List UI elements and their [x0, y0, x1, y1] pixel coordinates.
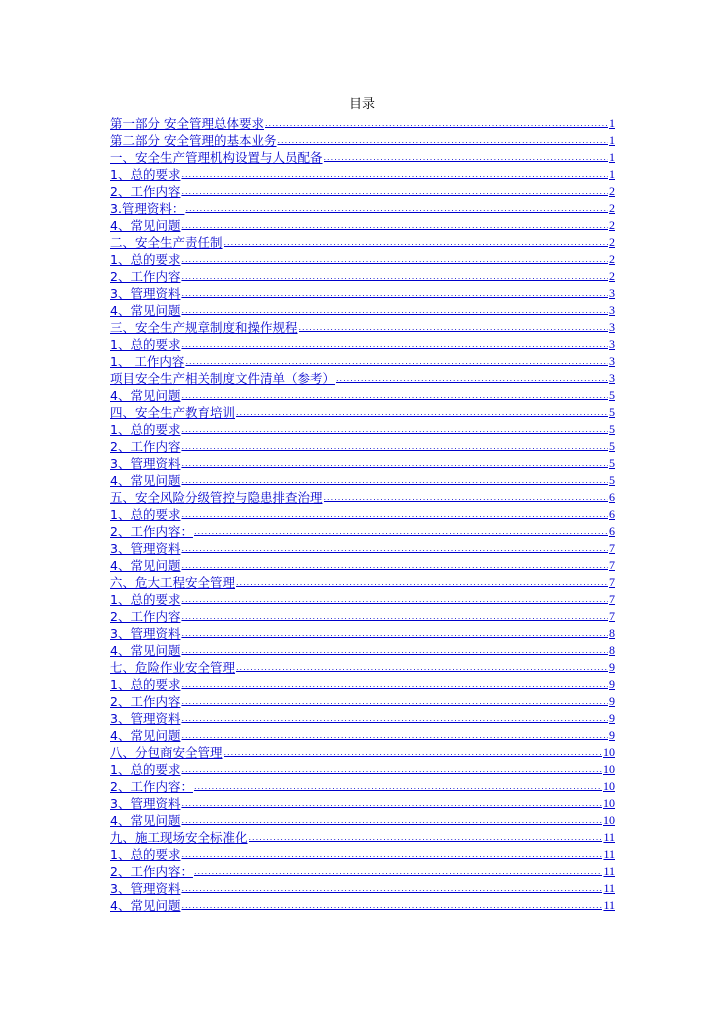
dot-leader — [181, 387, 608, 404]
dot-leader — [299, 319, 608, 336]
toc-entry-page-number[interactable]: 5 — [609, 388, 615, 402]
toc-entry-label[interactable]: 1、 工作内容 — [110, 354, 185, 369]
toc-entry-page-number[interactable]: 5 — [609, 473, 615, 487]
toc-entry-page-number[interactable]: 11 — [603, 830, 615, 844]
dot-leader — [185, 353, 608, 370]
toc-entry-label[interactable]: 4、常见问题 — [110, 473, 181, 488]
toc-entry-page-number[interactable]: 5 — [609, 456, 615, 470]
toc-entry-page-number[interactable]: 11 — [603, 881, 615, 895]
toc-entry[interactable] — [110, 676, 615, 693]
toc-entry[interactable] — [110, 251, 615, 268]
table-of-contents — [110, 115, 615, 914]
page-title: 目录 — [348, 97, 375, 112]
toc-entry[interactable] — [110, 608, 615, 625]
toc-entry[interactable] — [110, 846, 615, 863]
toc-entry[interactable] — [110, 421, 615, 438]
toc-entry-page-number[interactable]: 3 — [609, 354, 615, 368]
toc-entry[interactable] — [110, 438, 615, 455]
toc-entry[interactable] — [110, 234, 615, 251]
dot-leader — [181, 183, 608, 200]
toc-entry-page-number[interactable]: 10 — [603, 745, 615, 759]
dot-leader — [194, 778, 602, 795]
toc-entry-label[interactable]: 2、工作内容 — [110, 609, 181, 624]
toc-entry-page-number[interactable]: 2 — [609, 218, 615, 232]
dot-leader — [181, 880, 602, 897]
dot-leader — [236, 659, 608, 676]
dot-leader — [224, 234, 608, 251]
toc-entry-page-number[interactable]: 6 — [609, 507, 615, 521]
dot-leader — [181, 421, 608, 438]
toc-entry[interactable] — [110, 761, 615, 778]
toc-entry[interactable] — [110, 472, 615, 489]
toc-entry-page-number[interactable]: 3 — [609, 320, 615, 334]
toc-entry[interactable] — [110, 370, 615, 387]
toc-entry-label[interactable]: 一、安全生产管理机构设置与人员配备 — [110, 150, 323, 165]
toc-entry-page-number[interactable]: 9 — [609, 660, 615, 674]
toc-entry[interactable] — [110, 523, 615, 540]
toc-entry[interactable] — [110, 489, 615, 506]
toc-entry[interactable] — [110, 149, 615, 166]
toc-entry[interactable] — [110, 540, 615, 557]
toc-entry[interactable] — [110, 710, 615, 727]
toc-entry-label[interactable]: 4、常见问题 — [110, 728, 181, 743]
toc-entry-page-number[interactable]: 3 — [609, 303, 615, 317]
dot-leader — [181, 557, 608, 574]
toc-entry[interactable] — [110, 642, 615, 659]
toc-entry[interactable] — [110, 183, 615, 200]
toc-entry-label[interactable]: 3、管理资料 — [110, 286, 181, 301]
toc-entry-label[interactable]: 1、总的要求 — [110, 422, 181, 437]
toc-entry-page-number[interactable]: 11 — [603, 898, 615, 912]
dot-leader — [181, 761, 602, 778]
toc-entry-label[interactable]: 四、安全生产教育培训 — [110, 405, 236, 420]
toc-entry-label[interactable]: 八、分包商安全管理 — [110, 745, 223, 760]
dot-leader — [324, 149, 608, 166]
dot-leader — [181, 795, 602, 812]
toc-entry-label[interactable]: 3、管理资料 — [110, 626, 181, 641]
toc-entry-page-number[interactable]: 7 — [609, 592, 615, 606]
toc-entry[interactable] — [110, 217, 615, 234]
toc-entry-page-number[interactable]: 1 — [609, 116, 615, 130]
toc-entry[interactable] — [110, 795, 615, 812]
toc-entry-page-number[interactable]: 10 — [603, 796, 615, 810]
toc-entry-label[interactable]: 4、常见问题 — [110, 303, 181, 318]
toc-entry-label[interactable]: 2、工作内容： — [110, 864, 193, 879]
toc-entry[interactable] — [110, 200, 615, 217]
toc-entry[interactable] — [110, 455, 615, 472]
dot-leader — [236, 574, 608, 591]
toc-entry[interactable] — [110, 404, 615, 421]
dot-leader — [336, 370, 608, 387]
toc-entry[interactable] — [110, 557, 615, 574]
toc-entry[interactable] — [110, 829, 615, 846]
dot-leader — [194, 863, 602, 880]
toc-entry-page-number[interactable]: 5 — [609, 422, 615, 436]
toc-entry-label[interactable]: 3、管理资料 — [110, 711, 181, 726]
toc-entry[interactable] — [110, 336, 615, 353]
toc-entry-label[interactable]: 4、常见问题 — [110, 898, 181, 913]
toc-entry-label[interactable]: 2、工作内容 — [110, 694, 181, 709]
toc-entry[interactable] — [110, 387, 615, 404]
dot-leader — [265, 115, 608, 132]
toc-entry-label[interactable]: 项目安全生产相关制度文件清单（参考） — [110, 371, 336, 386]
toc-entry-label[interactable]: 1、总的要求 — [110, 507, 181, 522]
toc-entry-label[interactable]: 2、工作内容： — [110, 524, 193, 539]
dot-leader — [181, 812, 602, 829]
toc-entry-label[interactable]: 3、管理资料 — [110, 881, 181, 896]
toc-entry[interactable] — [110, 319, 615, 336]
dot-leader — [181, 540, 608, 557]
toc-entry-page-number[interactable]: 5 — [609, 405, 615, 419]
dot-leader — [194, 523, 608, 540]
dot-leader — [181, 608, 608, 625]
toc-entry-label[interactable]: 五、安全风险分级管控与隐患排查治理 — [110, 490, 323, 505]
toc-entry-label[interactable]: 1、总的要求 — [110, 167, 181, 182]
toc-entry-page-number[interactable]: 6 — [609, 524, 615, 538]
toc-entry-label[interactable]: 3、管理资料 — [110, 456, 181, 471]
dot-leader — [181, 166, 608, 183]
toc-entry-label[interactable]: 1、总的要求 — [110, 592, 181, 607]
toc-entry-page-number[interactable]: 8 — [609, 643, 615, 657]
toc-entry-label[interactable]: 六、危大工程安全管理 — [110, 575, 236, 590]
toc-entry-label[interactable]: 3、管理资料 — [110, 541, 181, 556]
dot-leader — [181, 302, 608, 319]
toc-entry[interactable] — [110, 268, 615, 285]
dot-leader — [181, 710, 608, 727]
dot-leader — [181, 591, 608, 608]
toc-entry-label[interactable]: 2、工作内容 — [110, 184, 181, 199]
toc-entry-page-number[interactable]: 11 — [603, 864, 615, 878]
toc-entry[interactable] — [110, 132, 615, 149]
dot-leader — [181, 676, 608, 693]
toc-entry-page-number[interactable]: 9 — [609, 677, 615, 691]
toc-entry[interactable] — [110, 659, 615, 676]
toc-entry-page-number[interactable]: 2 — [609, 184, 615, 198]
toc-entry[interactable] — [110, 744, 615, 761]
toc-entry[interactable] — [110, 302, 615, 319]
toc-entry-page-number[interactable]: 6 — [609, 490, 615, 504]
toc-entry-label[interactable]: 三、安全生产规章制度和操作规程 — [110, 320, 298, 335]
dot-leader — [249, 829, 603, 846]
toc-entry-page-number[interactable]: 2 — [609, 235, 615, 249]
toc-entry[interactable] — [110, 727, 615, 744]
toc-entry[interactable] — [110, 863, 615, 880]
toc-entry[interactable] — [110, 574, 615, 591]
dot-leader — [181, 897, 602, 914]
dot-leader — [181, 846, 602, 863]
toc-entry[interactable] — [110, 897, 615, 914]
toc-entry-label[interactable]: 3.管理资料： — [110, 201, 185, 216]
dot-leader — [181, 251, 608, 268]
toc-entry[interactable] — [110, 812, 615, 829]
toc-entry-label[interactable]: 二、安全生产责任制 — [110, 235, 223, 250]
toc-entry-label[interactable]: 1、总的要求 — [110, 762, 181, 777]
toc-entry-page-number[interactable]: 5 — [609, 439, 615, 453]
toc-entry-page-number[interactable]: 9 — [609, 711, 615, 725]
toc-entry[interactable] — [110, 591, 615, 608]
toc-entry-page-number[interactable]: 7 — [609, 541, 615, 555]
toc-entry-label[interactable]: 1、总的要求 — [110, 252, 181, 267]
dot-leader — [181, 625, 608, 642]
toc-entry[interactable] — [110, 353, 615, 370]
toc-entry-label[interactable]: 1、总的要求 — [110, 337, 181, 352]
dot-leader — [181, 727, 608, 744]
toc-entry[interactable] — [110, 166, 615, 183]
dot-leader — [185, 200, 608, 217]
toc-entry-page-number[interactable]: 7 — [609, 609, 615, 623]
dot-leader — [181, 217, 608, 234]
toc-entry-page-number[interactable]: 10 — [603, 779, 615, 793]
toc-entry[interactable] — [110, 285, 615, 302]
dot-leader — [277, 132, 608, 149]
toc-entry-label[interactable]: 九、施工现场安全标准化 — [110, 830, 248, 845]
dot-leader — [181, 506, 608, 523]
toc-entry-page-number[interactable]: 3 — [609, 337, 615, 351]
toc-entry-page-number[interactable]: 2 — [609, 252, 615, 266]
toc-entry[interactable] — [110, 880, 615, 897]
toc-entry-label[interactable]: 3、管理资料 — [110, 796, 181, 811]
toc-entry-page-number[interactable]: 2 — [609, 201, 615, 215]
toc-entry[interactable] — [110, 778, 615, 795]
dot-leader — [181, 472, 608, 489]
toc-entry-page-number[interactable]: 1 — [609, 167, 615, 181]
toc-entry-page-number[interactable]: 9 — [609, 694, 615, 708]
dot-leader — [181, 336, 608, 353]
toc-entry-page-number[interactable]: 1 — [609, 133, 615, 147]
toc-entry-page-number[interactable]: 10 — [603, 813, 615, 827]
toc-entry-label[interactable]: 第一部分 安全管理总体要求 — [110, 116, 264, 131]
toc-entry-page-number[interactable]: 3 — [609, 286, 615, 300]
dot-leader — [181, 268, 608, 285]
dot-leader — [181, 285, 608, 302]
toc-entry[interactable] — [110, 693, 615, 710]
toc-entry-page-number[interactable]: 9 — [609, 728, 615, 742]
toc-entry-label[interactable]: 1、总的要求 — [110, 847, 181, 862]
toc-entry-label[interactable]: 2、工作内容 — [110, 439, 181, 454]
dot-leader — [324, 489, 608, 506]
toc-entry-page-number[interactable]: 7 — [609, 575, 615, 589]
dot-leader — [236, 404, 608, 421]
toc-entry[interactable] — [110, 625, 615, 642]
toc-entry-page-number[interactable]: 8 — [609, 626, 615, 640]
toc-entry[interactable] — [110, 115, 615, 132]
toc-entry-page-number[interactable]: 1 — [609, 150, 615, 164]
dot-leader — [181, 455, 608, 472]
toc-entry-page-number[interactable]: 2 — [609, 269, 615, 283]
toc-entry-label[interactable]: 1、总的要求 — [110, 677, 181, 692]
toc-entry-label[interactable]: 4、常见问题 — [110, 813, 181, 828]
toc-entry-label[interactable]: 4、常见问题 — [110, 558, 181, 573]
dot-leader — [181, 438, 608, 455]
toc-entry-label[interactable]: 4、常见问题 — [110, 218, 181, 233]
toc-entry-page-number[interactable]: 7 — [609, 558, 615, 572]
toc-entry-label[interactable]: 第二部分 安全管理的基本业务 — [110, 133, 277, 148]
dot-leader — [181, 642, 608, 659]
toc-entry[interactable] — [110, 506, 615, 523]
toc-entry-label[interactable]: 2、工作内容 — [110, 269, 181, 284]
toc-entry-page-number[interactable]: 10 — [603, 762, 615, 776]
dot-leader — [181, 693, 608, 710]
toc-entry-label[interactable]: 2、工作内容： — [110, 779, 193, 794]
toc-entry-page-number[interactable]: 3 — [609, 371, 615, 385]
dot-leader — [224, 744, 602, 761]
toc-entry-label[interactable]: 4、常见问题 — [110, 643, 181, 658]
toc-entry-label[interactable]: 七、危险作业安全管理 — [110, 660, 236, 675]
toc-entry-label[interactable]: 4、常见问题 — [110, 388, 181, 403]
toc-entry-page-number[interactable]: 11 — [603, 847, 615, 861]
